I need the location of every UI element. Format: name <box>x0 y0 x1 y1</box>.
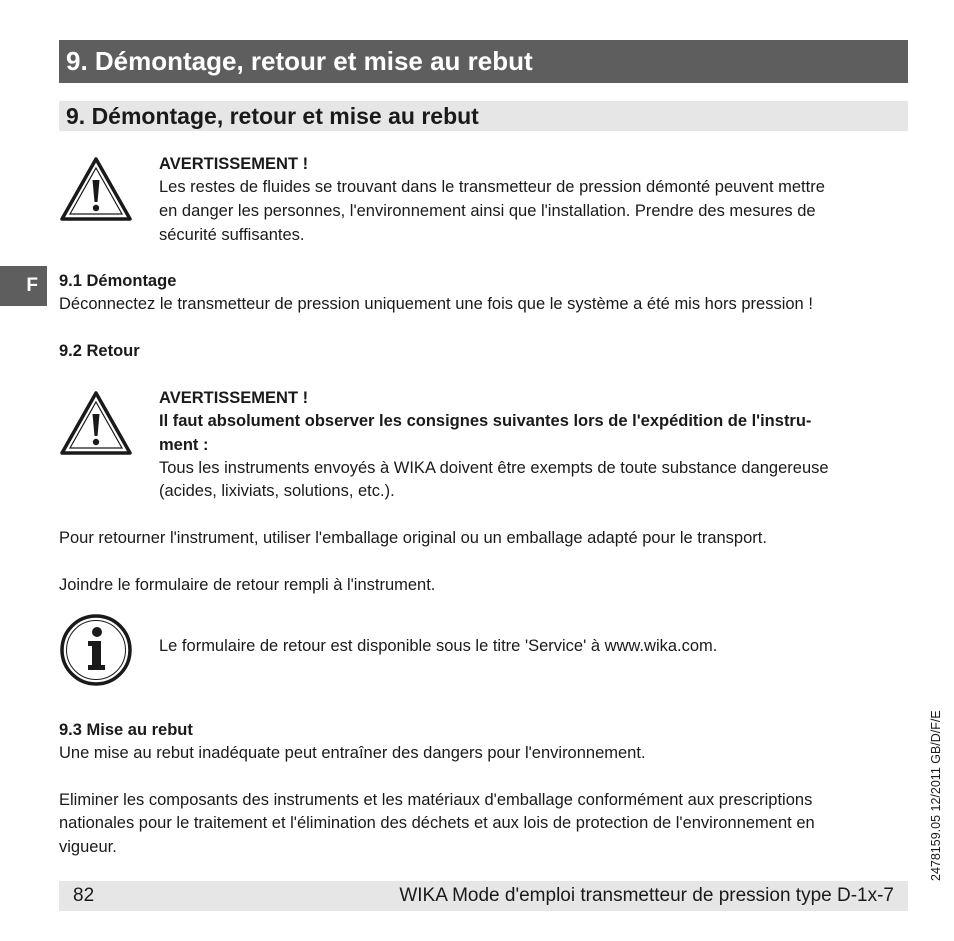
warning1-line-1: Les restes de fluides se trouvant dans le transmetteur de pression démonté peuvent mettre <box>159 178 825 196</box>
demontage-heading: 9.1 Démontage <box>59 272 177 290</box>
document-code: 2478159.05 12/2011 GB/D/F/E <box>929 710 943 881</box>
section-heading: 9. Démontage, retour et mise au rebut <box>59 101 908 131</box>
warning2-line-1: Tous les instruments envoyés à WIKA doivent être exempts de toute substance dangereuse <box>159 459 829 477</box>
warning2-title: AVERTISSEMENT ! <box>159 389 309 407</box>
rebut-paragraph-line-3: vigueur. <box>59 838 117 856</box>
chapter-heading: 9. Démontage, retour et mise au rebut <box>59 40 908 83</box>
warning1-line-2: en danger les personnes, l'environnement ainsi que l'installation. Prendre des mesures de <box>159 202 816 220</box>
footer-title: WIKA Mode d'emploi transmetteur de pression type D-1x-7 <box>399 885 894 906</box>
warning2-bold-line-1: Il faut absolument observer les consignes suivantes lors de l'expédition de l'instru- <box>159 412 812 430</box>
retour-heading: 9.2 Retour <box>59 342 140 360</box>
warning2-bold-line-2: ment : <box>159 436 209 454</box>
page-number: 82 <box>73 885 95 906</box>
retour-paragraph-1: Pour retourner l'instrument, utiliser l'emballage original ou un emballage adapté pour le transport. <box>59 529 767 547</box>
info-text: Le formulaire de retour est disponible sous le titre 'Service' à www.wika.com. <box>159 637 718 655</box>
rebut-heading: 9.3 Mise au rebut <box>59 721 193 739</box>
warning1-title: AVERTISSEMENT ! <box>159 155 309 173</box>
demontage-text: Déconnectez le transmetteur de pression uniquement une fois que le système a été mis hors pression ! <box>59 295 813 313</box>
warning2-line-2: (acides, lixiviats, solutions, etc.). <box>159 482 395 500</box>
rebut-paragraph-line-1: Eliminer les composants des instruments et les matériaux d'emballage conformément aux prescriptions <box>59 791 813 809</box>
language-tab <box>0 266 47 306</box>
warning-triangle-icon <box>59 156 133 222</box>
language-tab-label: F <box>26 275 38 296</box>
warning1-line-3: sécurité suffisantes. <box>159 226 305 244</box>
footer <box>59 881 908 911</box>
retour-paragraph-2: Joindre le formulaire de retour rempli à l'instrument. <box>59 576 436 594</box>
info-icon <box>59 613 133 687</box>
rebut-paragraph-line-2: nationales pour le traitement et l'élimination des déchets et aux lois de protection de l'environnement en <box>59 814 815 832</box>
rebut-text: Une mise au rebut inadéquate peut entraîner des dangers pour l'environnement. <box>59 744 646 762</box>
warning-triangle-icon <box>59 390 133 456</box>
